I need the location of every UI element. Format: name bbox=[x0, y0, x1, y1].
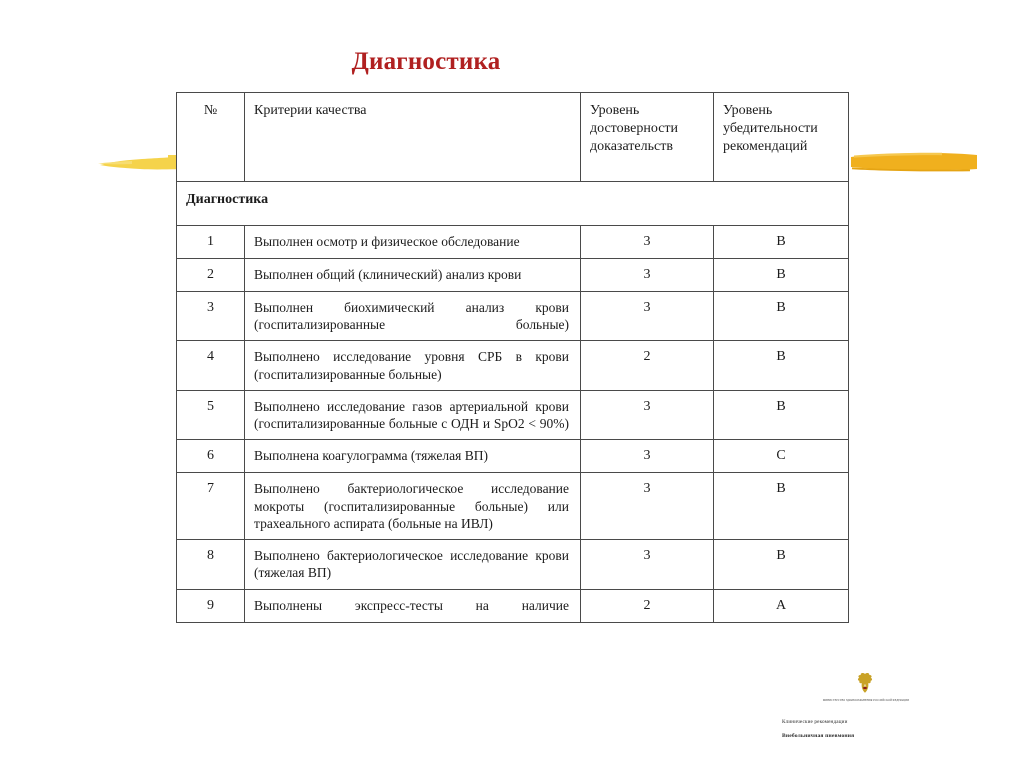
column-header-number: № bbox=[177, 93, 245, 182]
row-criteria: Выполнено бактериологическое исследование крови (тяжелая ВП) bbox=[245, 540, 581, 590]
table-row bbox=[177, 291, 849, 341]
row-evidence-level: 2 bbox=[581, 589, 714, 622]
row-recommendation-level: B bbox=[714, 540, 849, 590]
column-header-criteria: Критерии качества bbox=[245, 93, 581, 182]
table-row bbox=[177, 341, 849, 391]
row-criteria: Выполнен осмотр и физическое обследование bbox=[245, 226, 581, 259]
row-criteria: Выполнен общий (клинический) анализ крови bbox=[245, 258, 581, 291]
table-row bbox=[177, 440, 849, 473]
orange-brush-stroke-right bbox=[850, 148, 978, 176]
row-number: 8 bbox=[177, 540, 245, 590]
row-evidence-level: 3 bbox=[581, 390, 714, 440]
row-number: 2 bbox=[177, 258, 245, 291]
table-header-row bbox=[177, 93, 849, 182]
row-recommendation-level: B bbox=[714, 341, 849, 391]
page-title: Диагностика bbox=[351, 48, 501, 75]
row-evidence-level: 3 bbox=[581, 291, 714, 341]
footer-line-clinical-recommendations: Клинические рекомендации bbox=[782, 719, 848, 725]
row-recommendation-level: A bbox=[714, 589, 849, 622]
russian-coat-of-arms-emblem bbox=[854, 672, 876, 698]
row-recommendation-level: B bbox=[714, 473, 849, 540]
row-criteria: Выполнен биохимический анализ крови (госпитализированные больные) bbox=[245, 291, 581, 341]
row-number: 5 bbox=[177, 390, 245, 440]
column-header-evidence-level: Уровень достоверности доказательств bbox=[581, 93, 714, 182]
row-recommendation-level: B bbox=[714, 258, 849, 291]
quality-criteria-table bbox=[176, 92, 849, 623]
row-criteria: Выполнено исследование уровня СРБ в крови (госпитализированные больные) bbox=[245, 341, 581, 391]
criteria-table-container bbox=[176, 92, 848, 623]
row-evidence-level: 3 bbox=[581, 226, 714, 259]
table-row bbox=[177, 226, 849, 259]
row-recommendation-level: B bbox=[714, 291, 849, 341]
column-header-recommendation-level: Уровень убедительности рекомендаций bbox=[714, 93, 849, 182]
table-row bbox=[177, 540, 849, 590]
row-evidence-level: 2 bbox=[581, 341, 714, 391]
row-number: 6 bbox=[177, 440, 245, 473]
row-number: 9 bbox=[177, 589, 245, 622]
table-row bbox=[177, 589, 849, 622]
table-row bbox=[177, 258, 849, 291]
row-number: 1 bbox=[177, 226, 245, 259]
row-criteria: Выполнено исследование газов артериальной крови (госпитализированные больные с ОДН и SpO2 < 90%) bbox=[245, 390, 581, 440]
row-recommendation-level: C bbox=[714, 440, 849, 473]
row-recommendation-level: B bbox=[714, 390, 849, 440]
footer-line-document-name: Внебольничная пневмония bbox=[782, 733, 855, 739]
emblem-caption: МИНИСТЕРСТВО ЗДРАВООХРАНЕНИЯ РОССИЙСКОЙ ФЕДЕРАЦИИ bbox=[822, 699, 910, 702]
row-number: 3 bbox=[177, 291, 245, 341]
table-row bbox=[177, 473, 849, 540]
row-evidence-level: 3 bbox=[581, 440, 714, 473]
row-evidence-level: 3 bbox=[581, 473, 714, 540]
section-label-diagnostics: Диагностика bbox=[177, 182, 849, 226]
row-recommendation-level: B bbox=[714, 226, 849, 259]
row-criteria: Выполнено бактериологическое исследование мокроты (госпитализированные больные) или трахеального аспирата (больные на ИВЛ) bbox=[245, 473, 581, 540]
row-evidence-level: 3 bbox=[581, 258, 714, 291]
row-evidence-level: 3 bbox=[581, 540, 714, 590]
row-criteria: Выполнены экспресс-тесты на наличие bbox=[245, 589, 581, 622]
table-row bbox=[177, 390, 849, 440]
table-section-row bbox=[177, 182, 849, 226]
row-number: 4 bbox=[177, 341, 245, 391]
row-criteria: Выполнена коагулограмма (тяжелая ВП) bbox=[245, 440, 581, 473]
row-number: 7 bbox=[177, 473, 245, 540]
